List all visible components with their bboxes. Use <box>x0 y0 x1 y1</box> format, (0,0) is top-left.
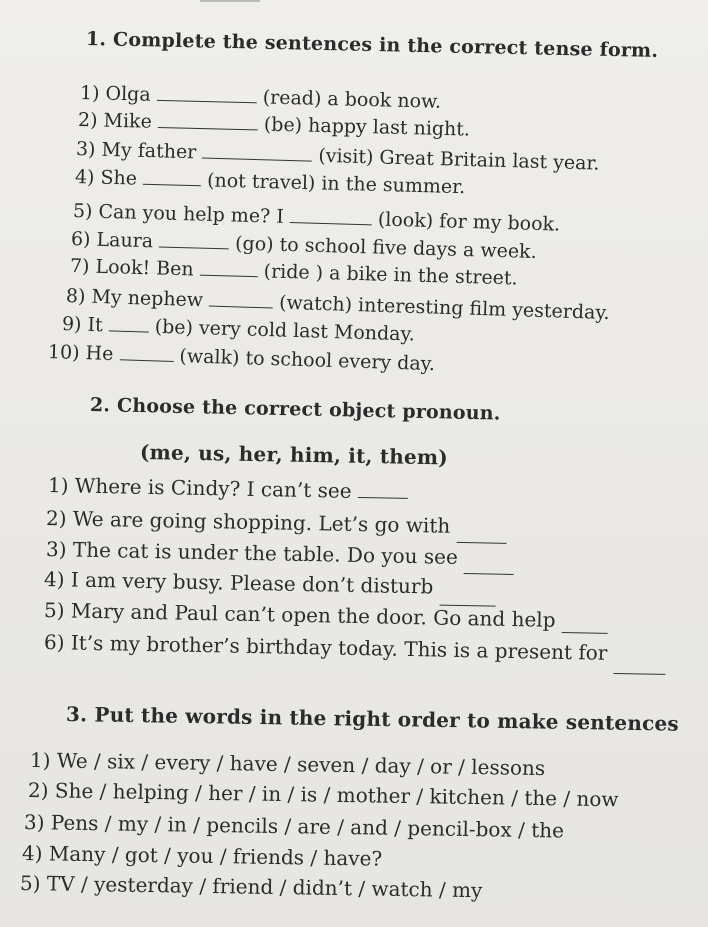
item-text-before: He <box>85 342 114 366</box>
item-number: 1) <box>29 748 51 773</box>
item-text-after: (not travel) in the summer. <box>206 169 466 199</box>
item-text: The cat is under the table. Do you see <box>72 537 459 569</box>
item-text: Mary and Paul can’t open the door. Go and help <box>70 598 556 632</box>
item-text: TV / yesterday / friend / didn’t / watch / my <box>46 871 483 903</box>
item-text-before: Mike <box>103 109 153 133</box>
answer-blank[interactable] <box>613 659 665 675</box>
item-number: 4) <box>43 567 65 592</box>
answer-blank[interactable] <box>464 559 514 575</box>
item-text-after: (be) happy last night. <box>263 113 471 141</box>
item-text-after: (ride ) a bike in the street. <box>263 260 518 290</box>
item-number: 9) <box>61 313 82 336</box>
item-text-before: My father <box>101 138 197 164</box>
item-text: Where is Cindy? I can’t see <box>74 473 352 503</box>
item-number: 2) <box>45 506 67 531</box>
item-number: 5) <box>72 200 93 223</box>
item-text-after: (read) a book now. <box>262 86 442 113</box>
item-number: 4) <box>74 166 95 189</box>
section2-item <box>44 630 666 666</box>
section1-item <box>48 340 436 376</box>
answer-blank[interactable] <box>439 591 495 607</box>
section1-title: 1. Complete the sentences in the correct tense form. <box>85 28 659 62</box>
answer-blank[interactable] <box>290 208 372 225</box>
item-text-after: (look) for my book. <box>377 208 561 236</box>
item-text: Pens / my / in / pencils / are / and / pencil-box / the <box>50 810 565 843</box>
item-text-after: (watch) interesting film yesterday. <box>278 291 610 325</box>
answer-blank[interactable] <box>159 232 229 249</box>
item-text: We are going shopping. Let’s go with <box>72 506 451 538</box>
section2-item <box>44 598 608 633</box>
item-text-before: Look! Ben <box>95 255 194 281</box>
answer-blank[interactable] <box>157 86 257 103</box>
answer-blank[interactable] <box>202 144 312 162</box>
item-number: 7) <box>69 255 90 278</box>
answer-blank[interactable] <box>119 345 173 362</box>
item-number: 3) <box>75 138 96 161</box>
item-text-before: Can you help me? I <box>98 200 285 228</box>
item-text-before: My nephew <box>91 285 204 312</box>
item-text: It’s my brother’s birthday today. This is a present for <box>70 630 608 665</box>
item-text-before: Olga <box>105 82 151 106</box>
item-number: 5) <box>43 598 65 623</box>
item-text: Many / got / you / friends / have? <box>48 841 383 871</box>
section2-item <box>44 567 496 600</box>
item-text-before: Laura <box>96 228 154 253</box>
answer-blank[interactable] <box>158 113 258 130</box>
section2-item <box>46 506 507 539</box>
item-number: 1) <box>47 473 69 498</box>
item-number: 3) <box>23 810 45 835</box>
item-text-after: (be) very cold last Monday. <box>154 315 416 346</box>
section3-item <box>30 748 546 780</box>
section2-title: 2. Choose the correct object pronoun. <box>89 394 501 425</box>
item-number: 10) <box>47 341 80 364</box>
item-text-after: (visit) Great Britain last year. <box>318 144 600 175</box>
section3-item <box>22 841 383 871</box>
item-text-after: (walk) to school every day. <box>179 345 436 376</box>
item-text: I am very busy. Please don’t disturb <box>70 567 434 599</box>
item-number: 6) <box>43 630 65 655</box>
item-number: 5) <box>19 871 41 896</box>
item-number: 3) <box>45 537 67 562</box>
item-text: She / helping / her / in / is / mother / kitchen / the / now <box>54 778 619 812</box>
answer-blank[interactable] <box>358 483 408 499</box>
item-text: We / six / every / have / seven / day / or / lessons <box>56 748 546 781</box>
top-edge-line <box>200 0 260 2</box>
section3-title: 3. Put the words in the right order to make sentences <box>65 702 680 736</box>
answer-blank[interactable] <box>456 528 506 544</box>
item-number: 8) <box>65 285 86 308</box>
section2-item <box>48 473 408 504</box>
answer-blank[interactable] <box>109 316 149 332</box>
item-number: 1) <box>79 82 100 105</box>
answer-blank[interactable] <box>143 170 201 187</box>
item-number: 2) <box>27 778 49 803</box>
section3-item <box>28 778 619 811</box>
item-text-after: (go) to school five days a week. <box>234 232 537 264</box>
section3-item <box>24 810 564 842</box>
item-number: 2) <box>77 109 98 132</box>
item-text-before: She <box>100 166 138 190</box>
answer-blank[interactable] <box>200 261 258 278</box>
answer-blank[interactable] <box>562 618 608 634</box>
section2-item <box>46 537 515 570</box>
item-number: 4) <box>21 841 43 866</box>
item-number: 6) <box>70 228 91 251</box>
answer-blank[interactable] <box>209 292 273 309</box>
section3-item <box>20 871 483 902</box>
item-text-before: It <box>87 313 104 337</box>
section2-word-bank: (me, us, her, him, it, them) <box>139 440 449 470</box>
